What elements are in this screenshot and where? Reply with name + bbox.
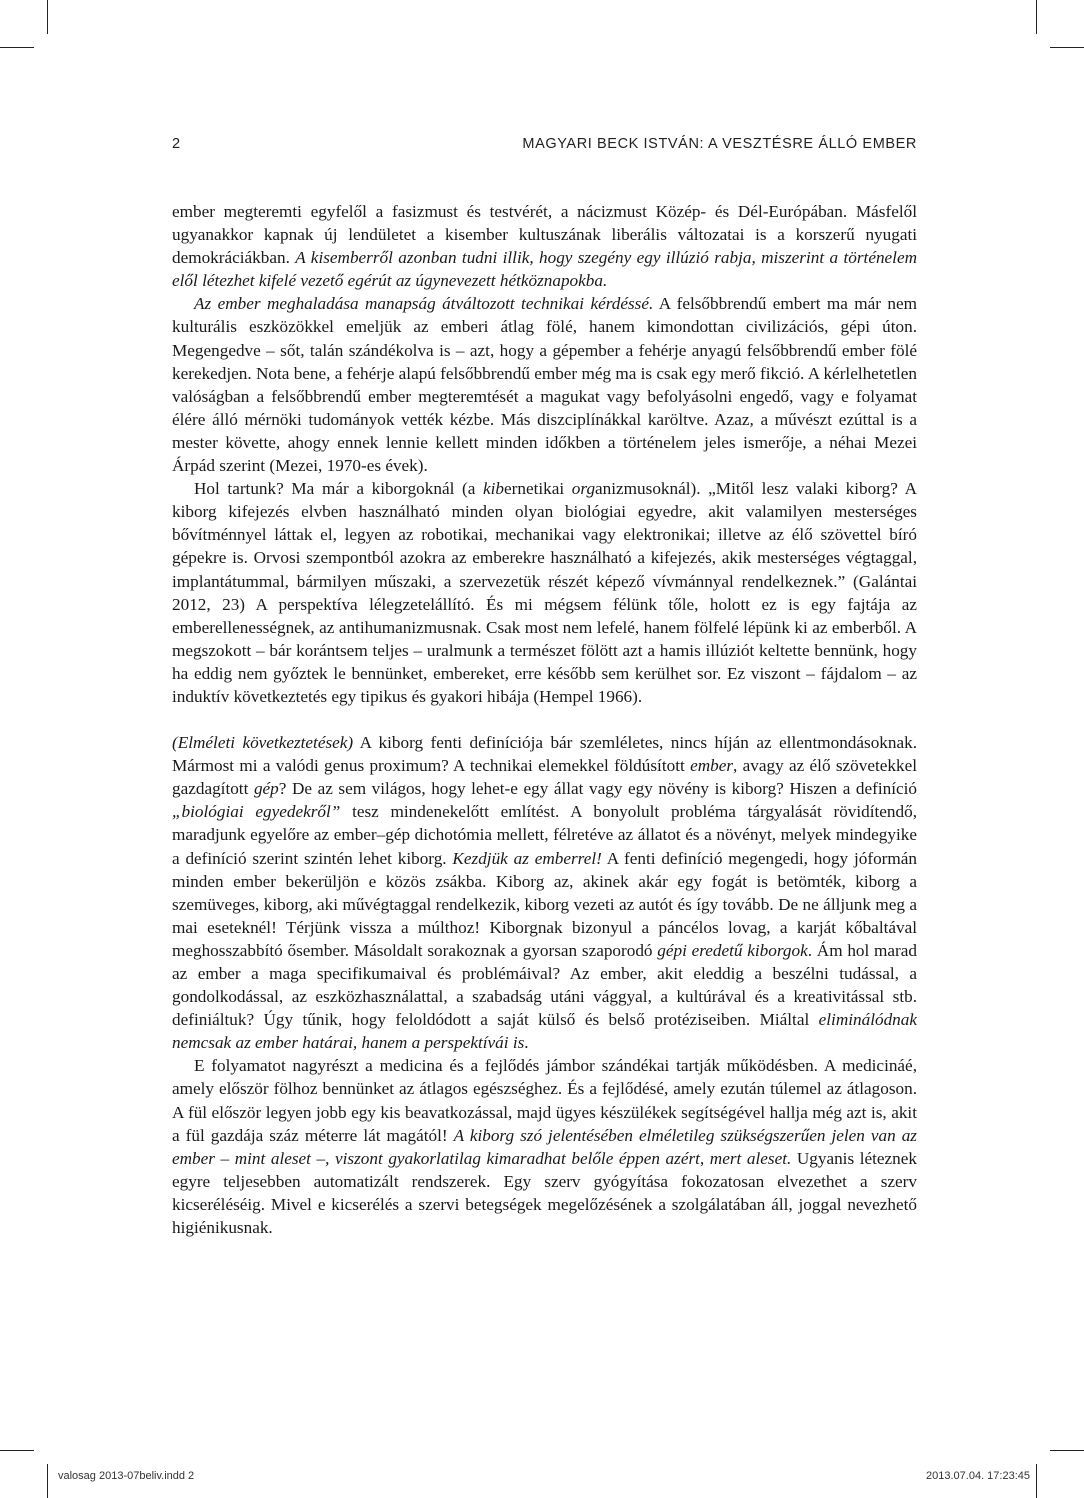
text-run: . Ám hol marad az ember a maga specifikumaival és problémáival? Az ember, akit eleddig a beszélni tudással, a gondolkodással, az eszközhasználattal, a szabadság utáni vággyal, a kultúrával és a kreativitással stb. definiáltuk? Úgy tűnik, hogy feloldódott a saját külső és belső protéziseiben. Miáltal bbox=[172, 940, 917, 1030]
slug-timestamp: 2013.07.04. 17:23:45 bbox=[926, 1470, 1030, 1482]
page-number: 2 bbox=[172, 136, 181, 152]
text-run: A felsőbbrendű embert ma már nem kulturális eszközökkel emeljük az emberi átlag fölé, hanem kimondottan civilizációs, gépi úton. Megengedve – sőt, talán szándékolva is – azt, hogy a gépember a fehérje anyagú felsőbbrendű ember fölé kerekedjen. Nota bene, a fehérje alapú felsőbbrendű ember még ma is csak egy merő fikció. A kérlelhetetlen valóságban a felsőbbrendű ember megteremtését a magukat vagy befolyásolni engedő, vagy e folyamat élére álló mérnöki tudományok vették kézbe. Más diszciplínákkal karöltve. Azaz, a művészt ezúttal is a mester követte, ahogy ennek lennie kellett minden időkben a történelem jeles ismerője, a néhai Mezei Árpád szerint (Mezei, 1970-es évek). bbox=[172, 294, 918, 476]
paragraph bbox=[172, 477, 917, 708]
crop-mark-top-right-v bbox=[1036, 0, 1037, 34]
crop-mark-bottom-left-v bbox=[47, 1464, 48, 1498]
italic-run: „biológiai egyedekről” bbox=[172, 802, 341, 822]
italic-run: gép bbox=[253, 779, 279, 799]
running-header bbox=[172, 136, 917, 156]
text-run: Ugyanis léteznek egyre teljesebben automatizált rendszerek. Egy szerv gyógyítása fokozatosan elvezethet a szerv kicseréléséig. Mivel e kicserélés a szervi betegségek megelőzésének a szolgálatában áll, joggal nevezhető higiénikusnak. bbox=[172, 1148, 917, 1238]
paragraph bbox=[172, 292, 917, 477]
text-run: ember megteremti egyfelől a fasizmust és testvérét, a nácizmust Közép- és Dél-Európában. Másfelől ugyanakkor kapnak új lendületet a kisember kultuszának liberális változatai is a korszerű nyugati demokráciákban. bbox=[172, 202, 917, 268]
crop-mark-bottom-right-v bbox=[1036, 1464, 1037, 1498]
text-run: E folyamatot nagyrészt a medicina és a fejlődés jámbor szándékai tartják működésben. A medicináé, amely először fölhoz bennünket az átlagos egészséghez. És a fejlődésé, amely ezután túlemel az átlagoson. A fül először legyen jobb egy kis beavatkozással, majd ügyes készülékek segítségével hallja még azt is, akit a fül gazdája száz méterre lát magától! bbox=[172, 1056, 917, 1145]
paragraph bbox=[172, 731, 917, 1054]
running-title: MAGYARI BECK ISTVÁN: A VESZTÉSRE ÁLLÓ EMBER bbox=[522, 136, 917, 152]
text-run: , avagy az élő szövetekkel gazdagított bbox=[172, 756, 917, 799]
text-run: . bbox=[524, 1033, 529, 1053]
slug-filename: valosag 2013-07beliv.indd 2 bbox=[58, 1470, 195, 1482]
text-run: anizmusoknál). „Mitől lesz valaki kiborg? A kiborg kifejezés elvben használható minden olyan biológiai egyedre, akit valamilyen mesterséges bővítménnyel láttak el, legyen az robotikai, mechanikai vagy elektronikai; illetve az élő szövettel bíró gépekre is. Orvosi szempontból azokra az emberekre használható a kifejezés, akik mesterséges végtaggal, implantátummal, bármilyen műszaki, a szervezetük részét képező vívmánnyal rendelkeznek.” (Galántai 2012, 23) A perspektíva lélegzetelállító. És mi mégsem félünk tőle, holott ez is egy fajtája az emberellenességnek, az antihumanizmusnak. Csak most nem lefelé, hanem fölfelé lépünk ki az emberből. A megszokott – bár korántsem teljes – uralmunk a természet fölött azt a hamis illúziót keltette bennünk, hogy ha eddig nem győztek le bennünket, embereket, erre később sem kerülhet sor. Ez viszont – fájdalom – az induktív következtetés egy tipikus és gyakori hibája (Hempel 1966). bbox=[172, 479, 917, 706]
text-run: ? De az sem világos, hogy lehet-e egy állat vagy egy növény is kiborg? Hiszen a definíció bbox=[278, 779, 917, 799]
italic-run: A kisemberről azonban tudni illik, hogy szegény egy illúzió rabja, miszerint a történelem elől létezhet kifelé vezető egérút az úgynevezett hétköznapokba. bbox=[172, 248, 917, 291]
body-text bbox=[172, 200, 917, 1239]
crop-mark-bottom-left-h bbox=[0, 1450, 34, 1451]
italic-run: eliminálódnak nemcsak az ember határai, hanem a perspektívái is bbox=[172, 1010, 917, 1053]
text-run: tesz mindenekelőtt említést. A bonyolult probléma tárgyalását rövidítendő, maradjunk egyelőre az ember–gép dichotómia mellett, félretéve az állatot és a növényt, melyek mindegyike a definíció szerint szintén lehet kiborg. bbox=[172, 802, 918, 868]
text-run: A kiborg fenti definíciója bár szemléletes, nincs híján az ellentmondásoknak. Mármost mi a valódi genus proximum? A technikai elemekkel földúsított bbox=[172, 733, 917, 776]
paragraph bbox=[172, 1054, 917, 1239]
crop-mark-bottom-right-h bbox=[1050, 1450, 1084, 1451]
italic-run: Az ember meghaladása manapság átváltozott technikai kérdéssé. bbox=[194, 294, 654, 314]
crop-mark-top-left-v bbox=[47, 0, 48, 34]
italic-run: ember bbox=[690, 756, 734, 776]
italic-run: gépi eredetű kiborgok bbox=[657, 940, 808, 960]
italic-run: kib bbox=[483, 479, 505, 499]
text-run: ernetikai bbox=[504, 479, 572, 499]
text-run: A fenti definíció megengedi, hogy jóformán minden ember bekerüljön e közös zsákba. Kiborg az, akinek akár egy fogát is betömték, kiborg a szemüveges, kiborg, aki művégtaggal rendelkezik, kiborg vezeti az autót és így tovább. De ne álljunk meg a mai eseteknél! Térjünk vissza a múlthoz! Kiborgnak bizonyul a páncélos lovag, a karját kőbaltával meghosszabbító ősember. Másoldalt sorakoznak a gyorsan szaporodó bbox=[172, 848, 917, 960]
text-run: Hol tartunk? Ma már a kiborgoknál (a bbox=[194, 479, 484, 499]
crop-mark-top-left-h bbox=[0, 47, 34, 48]
italic-run: A kiborg szó jelentésében elméletileg szükségszerűen jelen van az ember – mint aleset –, viszont gyakorlatilag kimaradhat belőle éppen azért, mert aleset. bbox=[172, 1125, 917, 1168]
italic-run: Kezdjük az emberrel! bbox=[452, 848, 602, 868]
crop-mark-top-right-h bbox=[1050, 47, 1084, 48]
paragraph bbox=[172, 200, 917, 292]
print-slug bbox=[58, 1470, 1030, 1486]
italic-run: (Elméleti következtetések) bbox=[172, 733, 354, 753]
italic-run: org bbox=[571, 479, 596, 499]
